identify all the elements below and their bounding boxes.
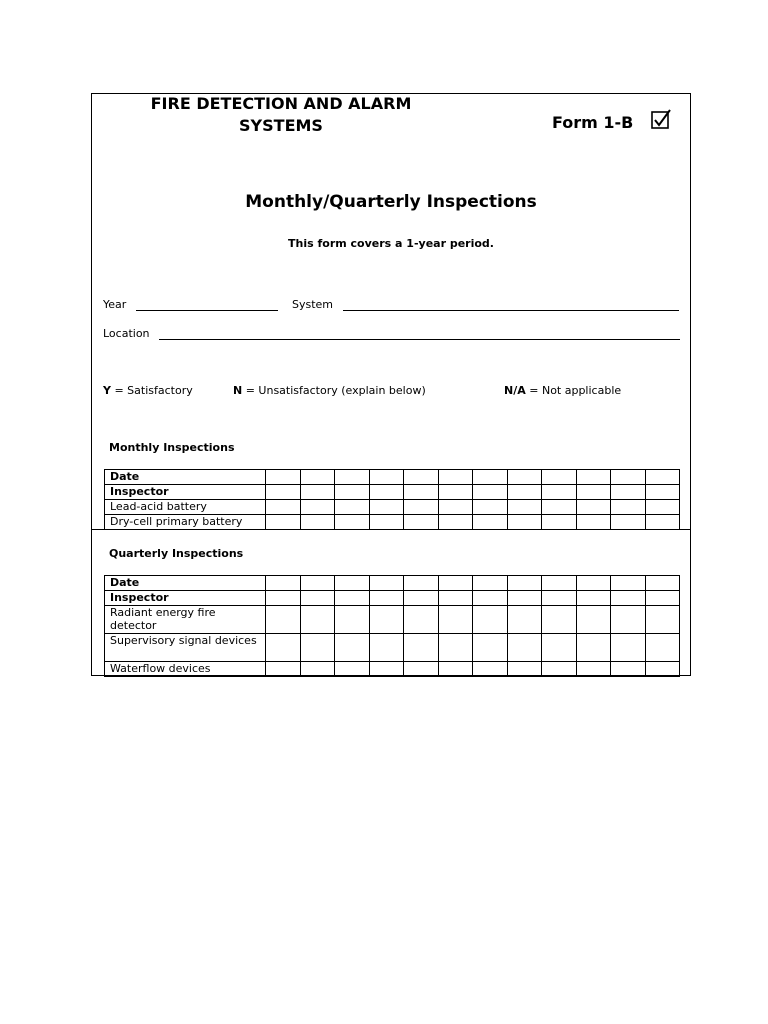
quarterly-row-label: Inspector xyxy=(105,591,266,606)
quarterly-entry-cell[interactable] xyxy=(507,576,542,591)
legend-na-key: N/A xyxy=(504,384,526,397)
monthly-inspections-table xyxy=(104,469,680,530)
quarterly-entry-cell[interactable] xyxy=(266,576,301,591)
monthly-entry-cell[interactable] xyxy=(335,500,370,515)
monthly-entry-cell[interactable] xyxy=(645,485,680,500)
legend-n-key: N xyxy=(233,384,243,397)
quarterly-entry-cell[interactable] xyxy=(335,606,370,634)
quarterly-entry-cell[interactable] xyxy=(507,591,542,606)
quarterly-entry-cell[interactable] xyxy=(266,662,301,677)
quarterly-entry-cell[interactable] xyxy=(473,591,508,606)
legend-y-text: = Satisfactory xyxy=(110,384,193,397)
monthly-entry-cell[interactable] xyxy=(507,485,542,500)
monthly-entry-cell[interactable] xyxy=(438,470,473,485)
legend-not-applicable xyxy=(504,384,621,397)
monthly-entry-cell[interactable] xyxy=(473,515,508,530)
quarterly-row xyxy=(105,591,680,606)
quarterly-entry-cell[interactable] xyxy=(438,591,473,606)
quarterly-row-label: Supervisory signal devices xyxy=(105,634,266,662)
form-title: FIRE DETECTION AND ALARM SYSTEMS xyxy=(150,94,412,135)
quarterly-row-label: Waterflow devices xyxy=(105,662,266,677)
monthly-entry-cell[interactable] xyxy=(438,515,473,530)
year-label: Year xyxy=(103,298,127,311)
quarterly-entry-cell[interactable] xyxy=(300,576,335,591)
monthly-entry-cell[interactable] xyxy=(266,500,301,515)
system-label: System xyxy=(292,298,334,311)
quarterly-entry-cell[interactable] xyxy=(335,576,370,591)
quarterly-entry-cell[interactable] xyxy=(645,662,680,677)
quarterly-entry-cell[interactable] xyxy=(266,591,301,606)
quarterly-entry-cell[interactable] xyxy=(438,662,473,677)
monthly-entry-cell[interactable] xyxy=(404,485,439,500)
quarterly-row-label: Radiant energy fire detector xyxy=(105,606,266,634)
quarterly-entry-cell[interactable] xyxy=(645,634,680,662)
monthly-entry-cell[interactable] xyxy=(369,515,404,530)
monthly-row-label: Date xyxy=(105,470,266,485)
monthly-row xyxy=(105,470,680,485)
quarterly-entry-cell[interactable] xyxy=(611,576,646,591)
quarterly-entry-cell[interactable] xyxy=(542,576,577,591)
quarterly-entry-cell[interactable] xyxy=(335,591,370,606)
monthly-entry-cell[interactable] xyxy=(300,500,335,515)
monthly-row xyxy=(105,485,680,500)
quarterly-entry-cell[interactable] xyxy=(300,606,335,634)
quarterly-entry-cell[interactable] xyxy=(645,606,680,634)
location-field[interactable] xyxy=(159,339,680,340)
monthly-entry-cell[interactable] xyxy=(335,470,370,485)
monthly-entry-cell[interactable] xyxy=(335,515,370,530)
monthly-entry-cell[interactable] xyxy=(611,470,646,485)
monthly-entry-cell[interactable] xyxy=(335,485,370,500)
monthly-row xyxy=(105,515,680,530)
quarterly-entry-cell[interactable] xyxy=(369,662,404,677)
monthly-entry-cell[interactable] xyxy=(542,470,577,485)
legend-y-key: Y xyxy=(103,384,111,397)
monthly-entry-cell[interactable] xyxy=(645,500,680,515)
quarterly-entry-cell[interactable] xyxy=(404,576,439,591)
monthly-row-label: Lead-acid battery xyxy=(105,500,266,515)
quarterly-entry-cell[interactable] xyxy=(576,634,611,662)
quarterly-entry-cell[interactable] xyxy=(611,606,646,634)
legend-unsatisfactory xyxy=(233,384,426,397)
quarterly-entry-cell[interactable] xyxy=(645,576,680,591)
quarterly-inspections-table xyxy=(104,575,680,677)
monthly-entry-cell[interactable] xyxy=(645,470,680,485)
quarterly-entry-cell[interactable] xyxy=(335,662,370,677)
quarterly-entry-cell[interactable] xyxy=(438,634,473,662)
legend-na-text: = Not applicable xyxy=(525,384,622,397)
form-id: Form 1-B xyxy=(552,113,634,132)
quarterly-entry-cell[interactable] xyxy=(369,591,404,606)
monthly-entry-cell[interactable] xyxy=(438,485,473,500)
quarterly-entry-cell[interactable] xyxy=(404,634,439,662)
quarterly-entry-cell[interactable] xyxy=(300,662,335,677)
quarterly-entry-cell[interactable] xyxy=(335,634,370,662)
year-field[interactable] xyxy=(136,310,278,311)
quarterly-row xyxy=(105,634,680,662)
monthly-entry-cell[interactable] xyxy=(542,485,577,500)
quarterly-entry-cell[interactable] xyxy=(473,576,508,591)
quarterly-entry-cell[interactable] xyxy=(576,662,611,677)
quarterly-entry-cell[interactable] xyxy=(300,634,335,662)
monthly-row-label: Inspector xyxy=(105,485,266,500)
system-field[interactable] xyxy=(343,310,679,311)
monthly-entry-cell[interactable] xyxy=(576,470,611,485)
quarterly-entry-cell[interactable] xyxy=(611,634,646,662)
monthly-entry-cell[interactable] xyxy=(507,470,542,485)
quarterly-entry-cell[interactable] xyxy=(542,662,577,677)
monthly-entry-cell[interactable] xyxy=(542,500,577,515)
quarterly-entry-cell[interactable] xyxy=(404,591,439,606)
monthly-entry-cell[interactable] xyxy=(507,515,542,530)
monthly-entry-cell[interactable] xyxy=(369,485,404,500)
monthly-entry-cell[interactable] xyxy=(473,485,508,500)
monthly-entry-cell[interactable] xyxy=(266,485,301,500)
legend-n-text: = Unsatisfactory (explain below) xyxy=(242,384,426,397)
monthly-entry-cell[interactable] xyxy=(576,485,611,500)
monthly-entry-cell[interactable] xyxy=(404,470,439,485)
quarterly-entry-cell[interactable] xyxy=(473,634,508,662)
legend-satisfactory xyxy=(103,384,193,397)
quarterly-entry-cell[interactable] xyxy=(266,606,301,634)
monthly-entry-cell[interactable] xyxy=(611,485,646,500)
quarterly-entry-cell[interactable] xyxy=(266,634,301,662)
monthly-entry-cell[interactable] xyxy=(507,500,542,515)
quarterly-entry-cell[interactable] xyxy=(611,662,646,677)
monthly-row-label: Dry-cell primary battery xyxy=(105,515,266,530)
quarterly-row-label: Date xyxy=(105,576,266,591)
quarterly-entry-cell[interactable] xyxy=(404,606,439,634)
monthly-entry-cell[interactable] xyxy=(473,470,508,485)
form-subtitle: Monthly/Quarterly Inspections xyxy=(245,192,537,212)
quarterly-entry-cell[interactable] xyxy=(369,576,404,591)
monthly-entry-cell[interactable] xyxy=(576,500,611,515)
quarterly-entry-cell[interactable] xyxy=(473,606,508,634)
coverage-note: This form covers a 1-year period. xyxy=(288,237,494,250)
quarterly-entry-cell[interactable] xyxy=(645,591,680,606)
monthly-entry-cell[interactable] xyxy=(438,500,473,515)
quarterly-entry-cell[interactable] xyxy=(576,606,611,634)
quarterly-entry-cell[interactable] xyxy=(300,591,335,606)
quarterly-entry-cell[interactable] xyxy=(369,606,404,634)
quarterly-entry-cell[interactable] xyxy=(507,606,542,634)
monthly-heading: Monthly Inspections xyxy=(109,441,235,454)
monthly-entry-cell[interactable] xyxy=(300,515,335,530)
monthly-entry-cell[interactable] xyxy=(369,500,404,515)
monthly-entry-cell[interactable] xyxy=(266,515,301,530)
quarterly-row xyxy=(105,662,680,677)
monthly-entry-cell[interactable] xyxy=(300,470,335,485)
monthly-entry-cell[interactable] xyxy=(645,515,680,530)
quarterly-heading: Quarterly Inspections xyxy=(109,547,244,560)
monthly-entry-cell[interactable] xyxy=(542,515,577,530)
quarterly-entry-cell[interactable] xyxy=(576,576,611,591)
monthly-entry-cell[interactable] xyxy=(611,500,646,515)
location-label: Location xyxy=(103,327,150,340)
quarterly-entry-cell[interactable] xyxy=(507,634,542,662)
quarterly-entry-cell[interactable] xyxy=(542,606,577,634)
monthly-entry-cell[interactable] xyxy=(369,470,404,485)
monthly-entry-cell[interactable] xyxy=(611,515,646,530)
quarterly-entry-cell[interactable] xyxy=(438,606,473,634)
quarterly-entry-cell[interactable] xyxy=(404,662,439,677)
monthly-entry-cell[interactable] xyxy=(266,470,301,485)
quarterly-entry-cell[interactable] xyxy=(611,591,646,606)
quarterly-entry-cell[interactable] xyxy=(507,662,542,677)
quarterly-entry-cell[interactable] xyxy=(438,576,473,591)
quarterly-entry-cell[interactable] xyxy=(473,662,508,677)
checked-box-icon xyxy=(650,108,672,130)
quarterly-row xyxy=(105,576,680,591)
quarterly-entry-cell[interactable] xyxy=(576,591,611,606)
monthly-row xyxy=(105,500,680,515)
quarterly-row xyxy=(105,606,680,634)
quarterly-entry-cell[interactable] xyxy=(542,591,577,606)
monthly-entry-cell[interactable] xyxy=(300,485,335,500)
quarterly-entry-cell[interactable] xyxy=(542,634,577,662)
monthly-entry-cell[interactable] xyxy=(473,500,508,515)
monthly-entry-cell[interactable] xyxy=(404,500,439,515)
monthly-entry-cell[interactable] xyxy=(576,515,611,530)
quarterly-entry-cell[interactable] xyxy=(369,634,404,662)
monthly-entry-cell[interactable] xyxy=(404,515,439,530)
